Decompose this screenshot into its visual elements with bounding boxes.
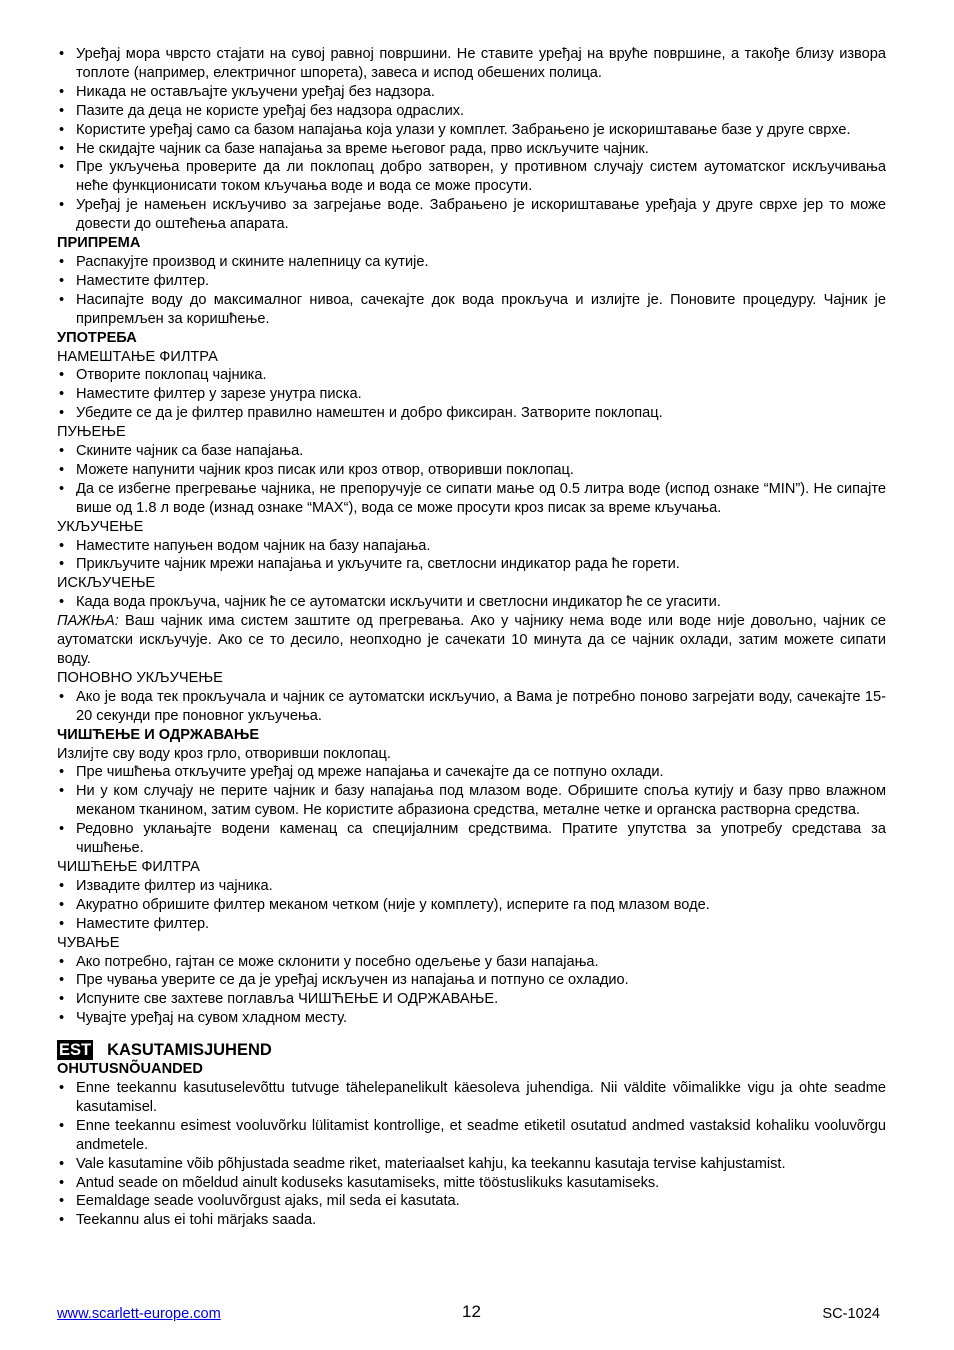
list-item: • Не скидајте чајник са базе напајања за време његовог рада, прво искључите чајник. (57, 140, 886, 159)
subheading-filter: НАМЕШТАЊЕ ФИЛТРА (57, 348, 218, 365)
list-item: • Уређај је намењен искључиво за загрејање воде. Забрањено је искориштавање уређаја у друге сврхе јер то може довести до оштећења апарата. (57, 196, 886, 234)
document-body (57, 45, 886, 1230)
list-item: • Наместите филтер у зарезе унутра писка. (57, 385, 886, 404)
list-item: • Отворите поклопац чајника. (57, 366, 886, 385)
list-item: • Ако потребно, гајтан се може склонити у посебно одељење у бази напајања. (57, 953, 886, 972)
filter-cleaning-list (57, 877, 886, 934)
list-item: • Наместите филтер. (57, 272, 886, 291)
reon-list (57, 688, 886, 726)
website-link[interactable]: www.scarlett-europe.com (57, 1306, 221, 1322)
list-item: • Испуните све захтеве поглавља ЧИШЋЕЊЕ И ОДРЖАВАЊЕ. (57, 990, 886, 1009)
list-item: • Акуратно обришите филтер меканом четком (није у комплету), исперите га под млазом воде. (57, 896, 886, 915)
est-title-text: KASUTAMISJUHEND (107, 1041, 272, 1060)
list-item: • Teekannu alus ei tohi märjaks saada. (57, 1211, 886, 1230)
list-item: • Убедите се да је филтер правилно намештен и добро фиксиран. Затворите поклопац. (57, 404, 886, 423)
est-section-title (57, 1040, 886, 1060)
page-footer (57, 1303, 886, 1325)
switch-on-list (57, 537, 886, 575)
section-heading-cleaning: ЧИШЋЕЊЕ И ОДРЖАВАЊЕ (57, 726, 260, 743)
list-item: • Наместите напуњен водом чајник на базу напајања. (57, 537, 886, 556)
page-number: 12 (462, 1302, 481, 1321)
safety-list (57, 45, 886, 234)
fill-list (57, 442, 886, 518)
list-item: • Редовно уклањајте водени каменац са специјалним средствима. Пратите упутства за употребу средстава за чишћење. (57, 820, 886, 858)
subheading-storage: ЧУВАЊЕ (57, 934, 120, 951)
model-number: SC-1024 (822, 1306, 880, 1322)
list-item: • Чувајте уређај на сувом хладном месту. (57, 1009, 886, 1028)
switch-off-list (57, 593, 886, 612)
section-heading-usage: УПОТРЕБА (57, 329, 137, 346)
est-safety-heading: OHUTUSNÕUANDED (57, 1061, 203, 1078)
filter-list (57, 366, 886, 423)
subheading-fill: ПУЊЕЊЕ (57, 424, 126, 441)
list-item: • Прикључите чајник мрежи напајања и укључите га, светлосни индикатор рада ће горети. (57, 555, 886, 574)
warning-text: Ваш чајник има систем заштите од прегревања. Ако у чајнику нема воде или воде није довољно, чајник се аутоматски искључује. Ако се то десило, неопходно је сачекати 10 минута да се чајник охлади, затим можете сипати воду. (57, 613, 886, 667)
list-item: • Скините чајник са базе напајања. (57, 442, 886, 461)
warning-label: ПАЖЊА: (57, 613, 119, 630)
list-item: • Извадите филтер из чајника. (57, 877, 886, 896)
list-item: • Можете напунити чајник кроз писак или кроз отвор, отворивши поклопац. (57, 461, 886, 480)
list-item: • Пре чишћења откључите уређај од мреже напајања и сачекајте да се потпуно охлади. (57, 763, 886, 782)
prep-list (57, 253, 886, 329)
warning-paragraph (57, 612, 886, 669)
list-item: • Да се избегне прегревање чајника, не препоручује се сипати мање од 0.5 литра воде (испод ознаке “MIN”). Не сипајте више од 1.8 л воде (изнад ознаке “MAX“), вода се може просути кроз писак за време кључања. (57, 480, 886, 518)
list-item: • Enne teekannu kasutuselevõttu tutvuge tähelepanelikult käesoleva juhendiga. Nii väldite võimalikke vigu ja ohte seadme kasutamisel. (57, 1079, 886, 1117)
storage-list (57, 953, 886, 1029)
list-item: • Користите уређај само са базом напајања која улази у комплет. Забрањено је искориштавање базе у друге сврхе. (57, 121, 886, 140)
list-item: • Када вода прокључа, чајник ће се аутоматски искључити и светлосни индикатор ће се угасити. (57, 593, 886, 612)
list-item: • Enne teekannu esimest vooluvõrku lülitamist kontrollige, et seadme etiketil osutatud andmed vastaksid kohaliku vooluvõrgu andmetele. (57, 1117, 886, 1155)
list-item: • Пре чувања уверите се да је уређај искључен из напајања и потпуно се охладио. (57, 971, 886, 990)
list-item: • Насипајте воду до максималног нивоа, сачекајте док вода прокључа и излијте је. Поновите процедуру. Чајник је припремљен за коришћење. (57, 291, 886, 329)
list-item: • Vale kasutamine võib põhjustada seadme riket, materiaalset kahju, ka teekannu kasutaja tervise kahjustamist. (57, 1155, 886, 1174)
cleaning-list (57, 763, 886, 858)
list-item: • Пре укључења проверите да ли поклопац добро затворен, у противном случају систем аутоматског искључивања неће функционисати током кључања воде и вода се може просути. (57, 158, 886, 196)
list-item: • Уређај мора чврсто стајати на сувој равној површини. Не ставите уређај на вруће површине, а такође близу извора топлоте (например, електричног шпорета), завеса и испод обешених полица. (57, 45, 886, 83)
language-badge: EST (59, 1041, 92, 1060)
est-safety-list (57, 1079, 886, 1230)
subheading-filter-cleaning: ЧИШЋЕЊЕ ФИЛТРА (57, 858, 200, 875)
list-item: • Antud seade on mõeldud ainult koduseks kasutamiseks, mitte tööstuslikuks kasutamiseks. (57, 1174, 886, 1193)
list-item: • Пазите да деца не користе уређај без надзора одраслих. (57, 102, 886, 121)
subheading-switch-on: УКЉУЧЕЊЕ (57, 518, 144, 535)
subheading-switch-off: ИСКЉУЧЕЊЕ (57, 575, 156, 592)
section-heading-prep: ПРИПРЕМА (57, 235, 141, 252)
subheading-reon: ПОНОВНО УКЉУЧЕЊЕ (57, 669, 223, 686)
list-item: • Ако је вода тек прокључала и чајник се аутоматски искључио, а Вама је потребно поново загрејати воду, сачекајте 15-20 секунди пре поновног укључења. (57, 688, 886, 726)
list-item: • Никада не остављајте укључени уређај без надзора. (57, 83, 886, 102)
cleaning-intro: Излијте сву воду кроз грло, отворивши поклопац. (57, 745, 391, 762)
list-item: • Распакујте производ и скините налепницу са кутије. (57, 253, 886, 272)
list-item: • Eemaldage seade vooluvõrgust ajaks, mil seda ei kasutata. (57, 1192, 886, 1211)
list-item: • Наместите филтер. (57, 915, 886, 934)
list-item: • Ни у ком случају не перите чајник и базу напајања под млазом воде. Обришите споља кутију и базу прво влажном меканом тканином, затим сувом. Не користите абразиона средства, металне четке и органска растворна средства. (57, 782, 886, 820)
